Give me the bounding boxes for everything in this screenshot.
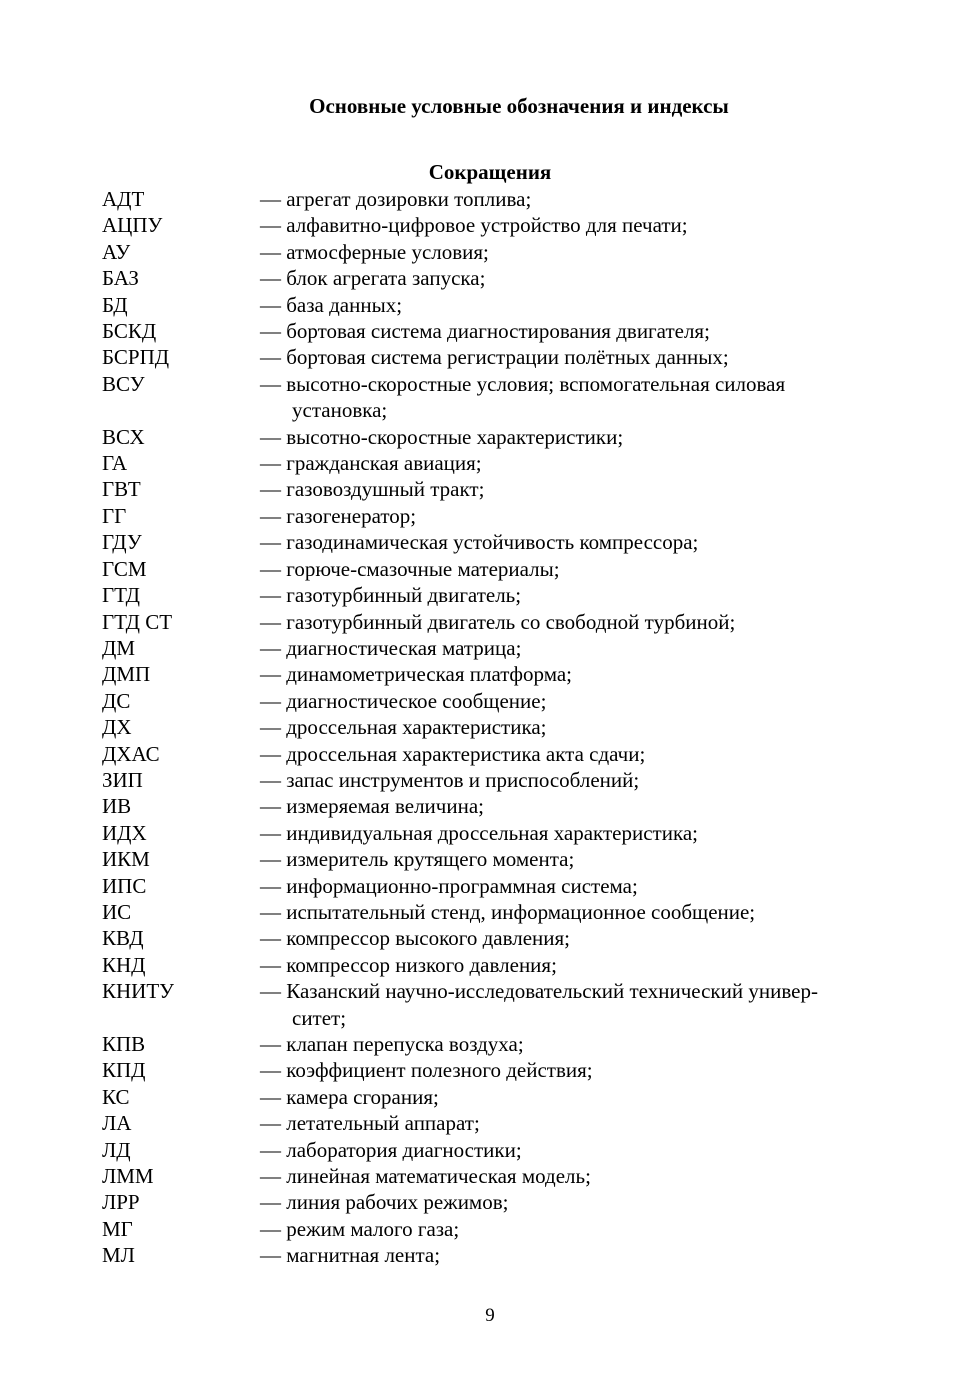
abbreviation-term: КНД [102,952,146,977]
list-item [102,714,892,740]
definition-line: — агрегат дозировки топлива; [260,187,532,211]
definition-continuation: ситет; [292,1005,347,1030]
list-item [102,186,892,212]
abbreviation-term: ЛРР [102,1190,140,1215]
abbreviation-definition [260,688,892,714]
definition-line: — компрессор низкого давления; [260,952,557,977]
list-item [102,688,892,714]
list-item [102,978,892,1031]
abbreviation-definition [260,952,892,978]
list-item [102,1216,892,1242]
abbreviation-term: КПД [102,1058,146,1083]
definition-line: — запас инструментов и приспособлений; [260,767,640,792]
list-item [102,1110,892,1136]
definition-line: — горюче-смазочные материалы; [260,556,560,581]
list-item [102,265,892,291]
abbreviation-term: КВД [102,926,144,951]
abbreviation-term: ДС [102,688,131,713]
abbreviation-term: МГ [102,1216,133,1241]
definition-line: — информационно-программная система; [260,873,638,898]
abbreviation-definition [260,318,892,344]
definition-line: — газотурбинный двигатель; [260,583,522,608]
abbreviation-term: ГТД СТ [102,609,173,634]
abbreviation-definition [260,793,892,819]
abbreviation-definition [260,371,892,424]
abbreviation-term: ЛА [102,1111,132,1136]
abbreviation-definition [260,424,892,450]
definition-line: — газодинамическая устойчивость компрессора; [260,530,699,555]
list-item [102,318,892,344]
abbreviation-term: ГСМ [102,556,147,581]
abbreviation-definition [260,1057,892,1083]
abbreviation-term: ВСХ [102,424,145,449]
abbreviation-term: ДХ [102,715,132,740]
abbreviation-term: ЛД [102,1137,131,1162]
list-item [102,424,892,450]
abbreviation-term: БАЗ [102,266,139,291]
definition-line: — динамометрическая платформа; [260,662,573,687]
definition-line: — диагностическая матрица; [260,635,522,660]
list-item [102,476,892,502]
abbreviation-definition [260,556,892,582]
list-item [102,1084,892,1110]
list-item [102,503,892,529]
abbreviation-term: ГГ [102,503,127,528]
definition-line: — диагностическое сообщение; [260,688,547,713]
list-item [102,1242,892,1268]
list-item [102,1057,892,1083]
abbreviation-definition [260,503,892,529]
definition-line: — индивидуальная дроссельная характеристика; [260,820,698,845]
list-item [102,793,892,819]
abbreviation-term: КНИТУ [102,979,175,1004]
abbreviation-definition [260,1084,892,1110]
list-item [102,212,892,238]
abbreviation-definition [260,239,892,265]
definition-line: — газовоздушный тракт; [260,477,485,502]
abbreviation-definition [260,846,892,872]
definition-line: — блок агрегата запуска; [260,266,486,291]
list-item [102,661,892,687]
abbreviation-term: ИПС [102,873,147,898]
abbreviation-definition [260,661,892,687]
definition-line: — измеритель крутящего момента; [260,847,575,872]
definition-line: — линия рабочих режимов; [260,1190,509,1215]
section-title: Сокращения [428,160,552,184]
definition-line: — газотурбинный двигатель со свободной турбиной; [260,609,736,634]
abbreviation-term: АУ [102,239,131,264]
abbreviation-definition [260,1110,892,1136]
abbreviation-definition [260,476,892,502]
list-item [102,529,892,555]
definition-line: — гражданская авиация; [260,451,482,476]
list-item [102,556,892,582]
abbreviation-term: ДМП [102,662,151,687]
list-item [102,741,892,767]
abbreviation-definition [260,1242,892,1268]
list-item [102,846,892,872]
list-item [102,292,892,318]
definition-line: — линейная математическая модель; [260,1164,591,1189]
definition-continuation: установка; [292,398,388,423]
list-item [102,767,892,793]
abbreviation-definition [260,899,892,925]
definition-line: — алфавитно-цифровое устройство для печати; [260,213,688,238]
abbreviation-term: БСРПД [102,345,170,370]
definition-line: — база данных; [260,292,403,317]
definition-line: — лаборатория диагностики; [260,1137,522,1162]
abbreviation-term: МЛ [102,1243,135,1268]
list-item [102,952,892,978]
abbreviation-definition [260,186,892,212]
abbreviation-term: ГТД [102,583,140,608]
abbreviation-definition [260,925,892,951]
abbreviation-term: ВСУ [102,371,145,396]
definition-line: — бортовая система диагностирования двигателя; [260,319,710,344]
definition-line: — атмосферные условия; [260,239,489,264]
definition-line: — летательный аппарат; [260,1111,480,1136]
list-item [102,1137,892,1163]
abbreviation-definition [260,1216,892,1242]
list-item [102,582,892,608]
abbreviation-definition [260,450,892,476]
list-item [102,1163,892,1189]
abbreviation-term: ДХАС [102,741,160,766]
definition-line: — Казанский научно-исследовательский технический универ- [260,979,818,1004]
list-item [102,450,892,476]
abbreviation-term: БД [102,292,128,317]
abbreviation-definition [260,978,892,1031]
definition-line: — дроссельная характеристика акта сдачи; [260,741,646,766]
abbreviation-definition [260,292,892,318]
definition-line: — компрессор высокого давления; [260,926,570,951]
abbreviation-term: ГА [102,451,128,476]
abbreviation-term: ИС [102,899,132,924]
list-item [102,1189,892,1215]
abbreviation-term: БСКД [102,319,157,344]
abbreviation-term: ЛММ [102,1164,154,1189]
abbreviation-definition [260,1163,892,1189]
abbreviation-term: ГВТ [102,477,141,502]
definition-line: — коэффициент полезного действия; [260,1058,593,1083]
abbreviation-definition [260,635,892,661]
abbreviation-term: ЗИП [102,767,143,792]
abbreviation-definition [260,529,892,555]
definition-line: — бортовая система регистрации полётных данных; [260,345,729,370]
abbreviation-term: ИДХ [102,820,147,845]
definition-line: — магнитная лента; [260,1243,441,1268]
abbreviation-definition [260,873,892,899]
abbreviation-list [102,186,892,1269]
abbreviation-term: ИВ [102,794,132,819]
abbreviation-definition [260,820,892,846]
definition-line: — камера сгорания; [260,1084,439,1109]
abbreviation-definition [260,212,892,238]
definition-line: — испытательный стенд, информационное сообщение; [260,899,756,924]
definition-line: — измеряемая величина; [260,794,484,819]
definition-line: — высотно-скоростные условия; вспомогательная силовая [260,371,786,396]
list-item [102,344,892,370]
abbreviation-term: АДТ [102,187,145,211]
definition-line: — клапан перепуска воздуха; [260,1032,524,1056]
abbreviation-definition [260,741,892,767]
abbreviation-term: ГДУ [102,530,142,555]
abbreviation-term: КС [102,1084,130,1109]
abbreviation-definition [260,344,892,370]
list-item [102,239,892,265]
abbreviation-definition [260,609,892,635]
list-item [102,635,892,661]
abbreviation-definition [260,1031,892,1057]
definition-line: — режим малого газа; [260,1216,460,1241]
list-item [102,925,892,951]
abbreviation-definition [260,265,892,291]
abbreviation-term: КПВ [102,1032,146,1056]
abbreviation-definition [260,1137,892,1163]
list-item [102,873,892,899]
page-title: Основные условные обозначения и индексы [309,94,729,118]
abbreviation-definition [260,1189,892,1215]
page-number: 9 [485,1305,495,1326]
list-item [102,609,892,635]
definition-line: — газогенератор; [260,503,417,528]
abbreviation-term: ИКМ [102,847,150,872]
definition-line: — дроссельная характеристика; [260,715,547,740]
definition-line: — высотно-скоростные характеристики; [260,424,624,449]
list-item [102,371,892,424]
abbreviation-definition [260,582,892,608]
abbreviation-term: АЦПУ [102,213,163,238]
list-item [102,820,892,846]
abbreviation-definition [260,714,892,740]
list-item [102,899,892,925]
abbreviation-definition [260,767,892,793]
abbreviation-term: ДМ [102,635,135,660]
list-item [102,1031,892,1057]
